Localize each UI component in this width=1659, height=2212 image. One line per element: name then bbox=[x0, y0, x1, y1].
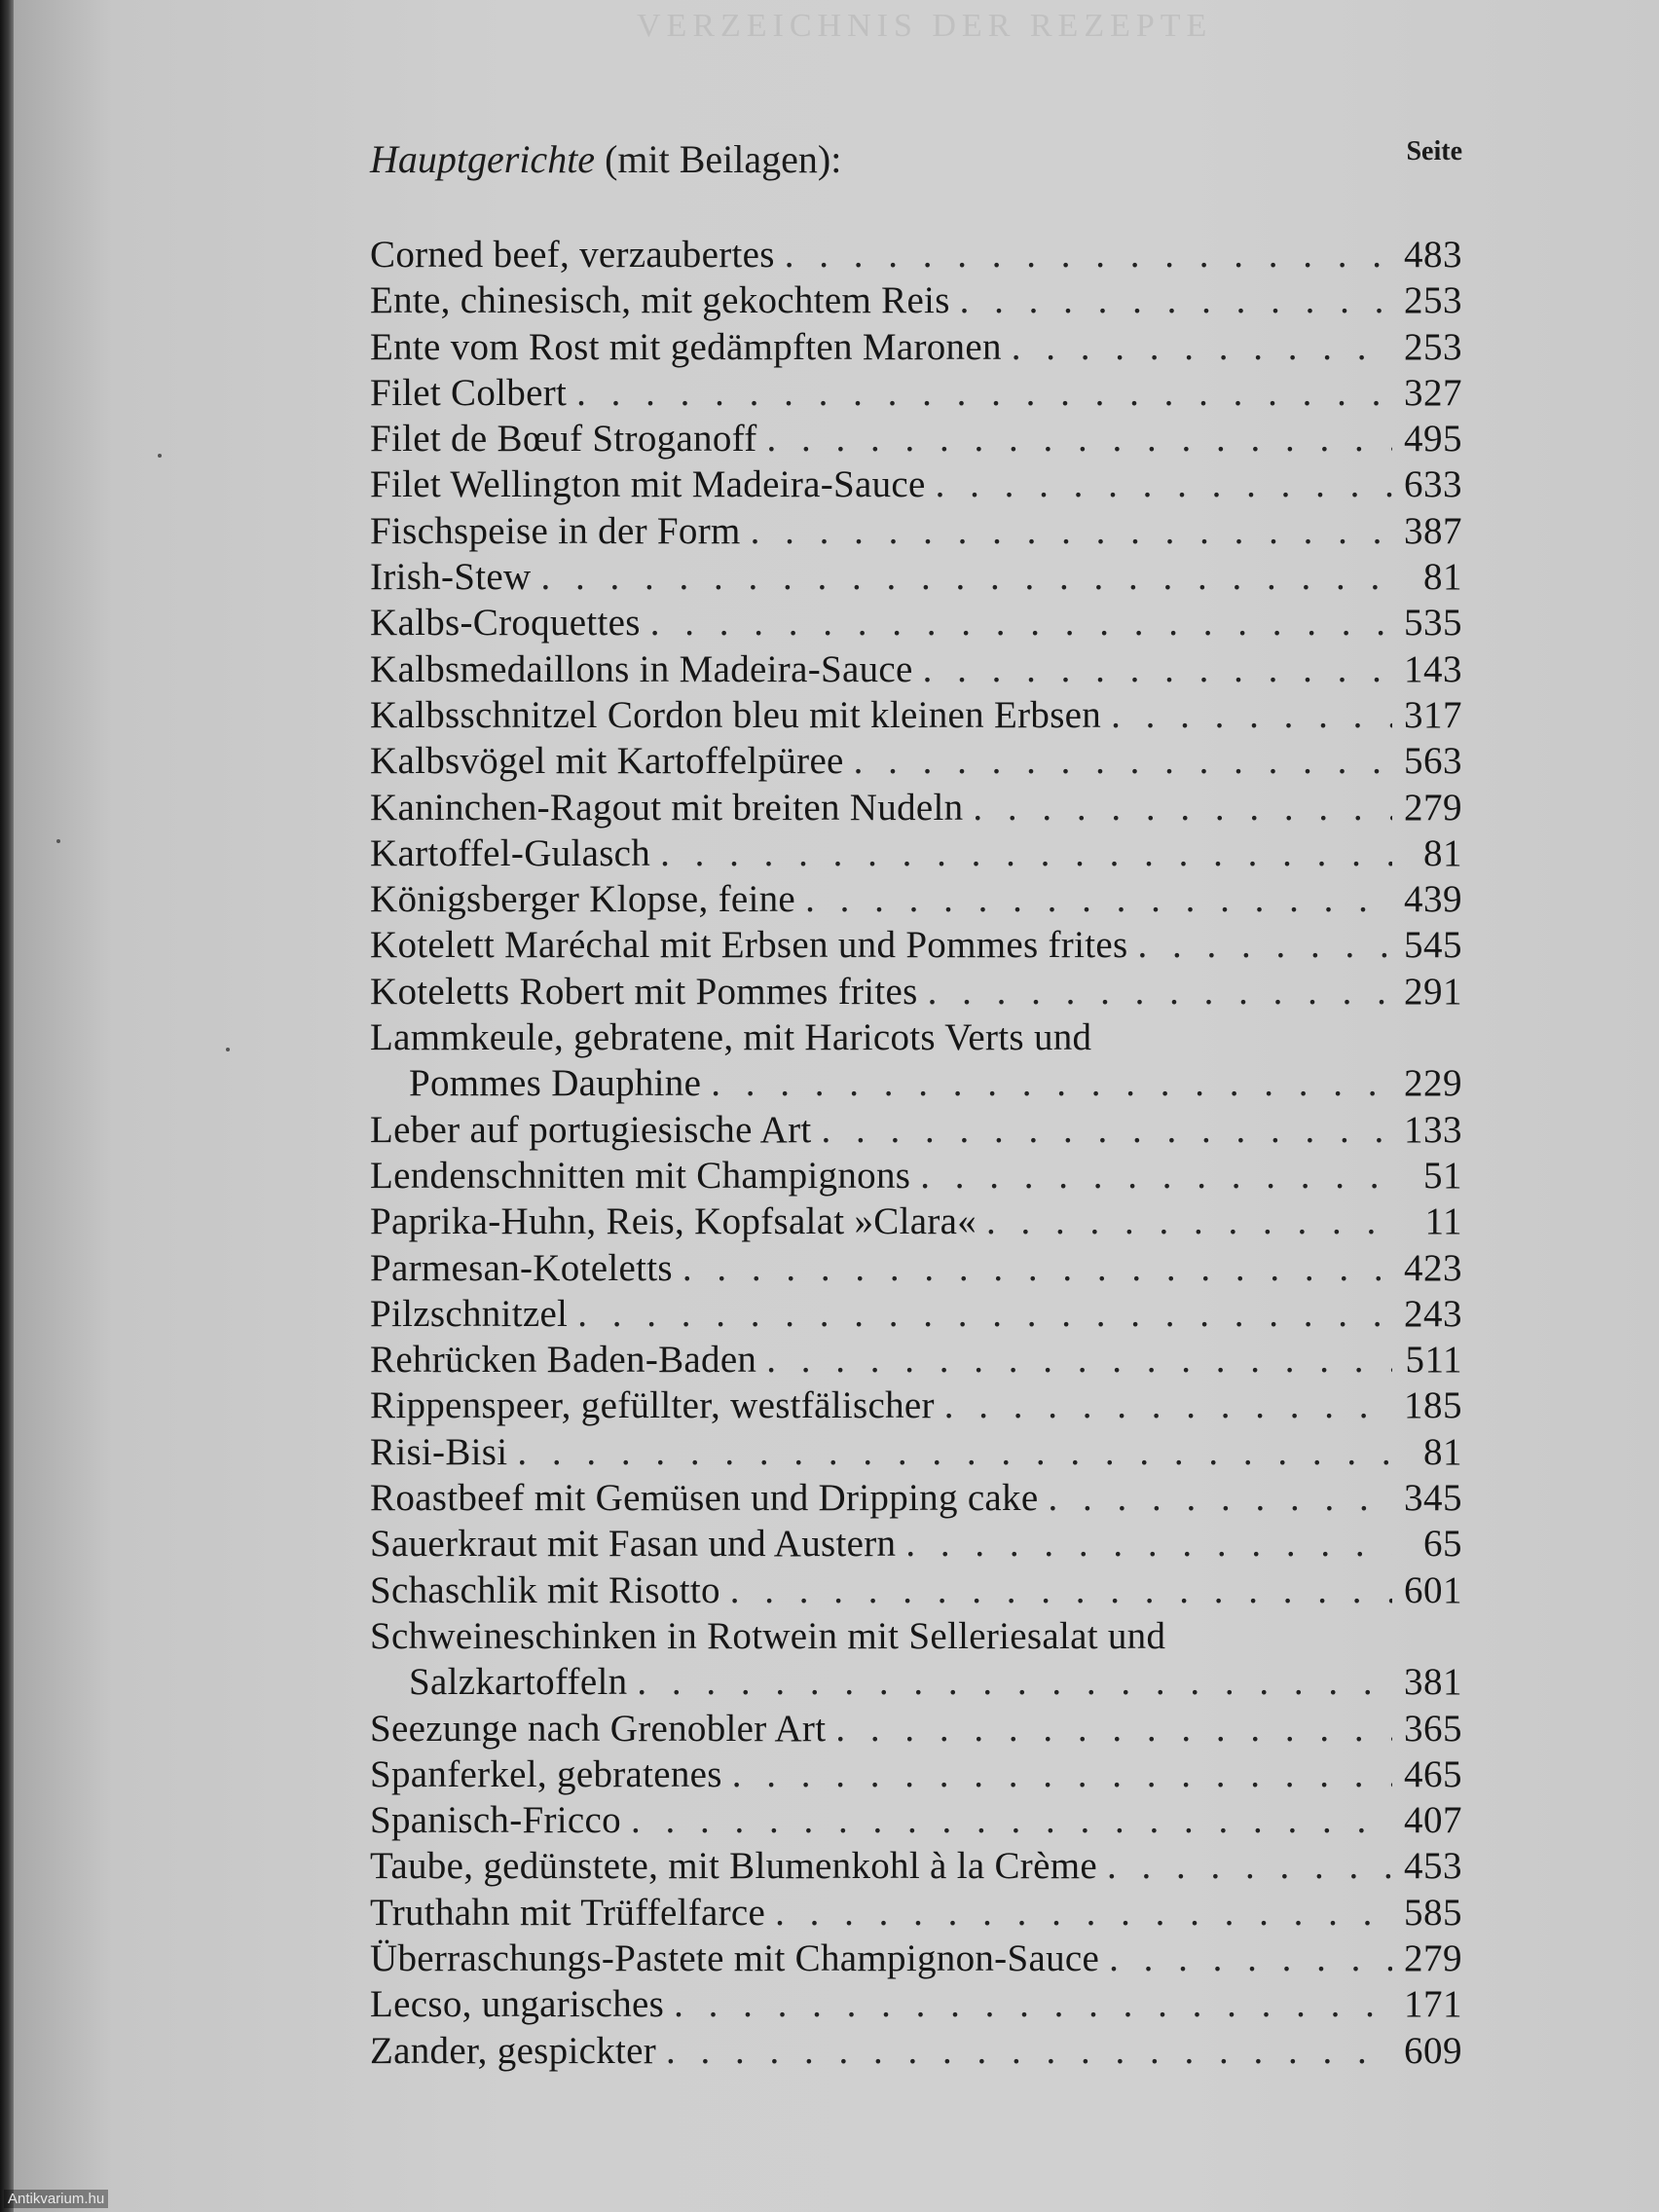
page-number: 483 bbox=[1404, 234, 1462, 276]
recipe-name: Truthahn mit Trüffelfarce bbox=[370, 1891, 766, 1934]
page-number: 81 bbox=[1423, 1430, 1462, 1473]
index-entry bbox=[370, 1153, 1462, 1198]
recipe-name: Seezunge nach Grenobler Art bbox=[370, 1707, 827, 1750]
page-number: 453 bbox=[1404, 1845, 1462, 1888]
index-entry-line bbox=[370, 232, 1462, 277]
index-entry bbox=[370, 416, 1462, 461]
index-entry-line bbox=[370, 1382, 1462, 1428]
index-entry bbox=[370, 370, 1462, 416]
dot-leader bbox=[757, 416, 1392, 461]
dot-leader bbox=[963, 785, 1392, 830]
book-spine-shadow bbox=[0, 0, 14, 2212]
dot-leader bbox=[664, 1981, 1392, 2027]
page-number: 65 bbox=[1423, 1523, 1462, 1566]
recipe-name: Kaninchen-Ragout mit breiten Nudeln bbox=[370, 786, 964, 829]
page-number: 439 bbox=[1404, 878, 1462, 921]
recipe-name-continued: Pommes Dauphine bbox=[409, 1062, 702, 1105]
index-entry bbox=[370, 785, 1462, 830]
dot-leader bbox=[977, 1198, 1392, 1244]
index-entry-line bbox=[370, 1014, 1462, 1060]
recipe-name: Überraschungs-Pastete mit Champignon-Sauce bbox=[370, 1936, 1100, 1979]
dot-leader bbox=[1127, 922, 1392, 968]
index-entry-line bbox=[370, 1751, 1462, 1797]
index-entry bbox=[370, 1014, 1462, 1107]
index-entry bbox=[370, 600, 1462, 645]
recipe-name: Koteletts Robert mit Pommes frites bbox=[370, 970, 918, 1013]
index-entry-line bbox=[370, 1337, 1462, 1382]
page-number: 171 bbox=[1404, 1983, 1462, 2026]
recipe-name: Spanisch-Fricco bbox=[370, 1799, 621, 1842]
page-number: 11 bbox=[1424, 1200, 1462, 1243]
index-entry-line bbox=[370, 416, 1462, 461]
dot-leader bbox=[641, 600, 1392, 645]
index-entry bbox=[370, 2028, 1462, 2074]
index-entry-line bbox=[370, 1291, 1462, 1337]
dot-leader bbox=[531, 554, 1392, 600]
index-entry bbox=[370, 1890, 1462, 1936]
dot-leader bbox=[722, 1751, 1392, 1797]
dot-leader bbox=[918, 969, 1392, 1014]
recipe-name-continued: Salzkartoffeln bbox=[409, 1661, 628, 1704]
recipe-name: Leber auf portugiesische Art bbox=[370, 1108, 812, 1151]
page-number: 495 bbox=[1404, 418, 1462, 461]
recipe-name: Sauerkraut mit Fasan und Austern bbox=[370, 1523, 897, 1566]
dot-leader bbox=[701, 1060, 1392, 1106]
recipe-name: Kalbsschnitzel Cordon bleu mit kleinen Erbsen bbox=[370, 693, 1102, 736]
page-number: 633 bbox=[1404, 463, 1462, 506]
dot-leader bbox=[935, 1382, 1392, 1428]
dot-leader bbox=[826, 1706, 1392, 1751]
index-entry-line bbox=[370, 277, 1462, 323]
dot-leader bbox=[775, 232, 1392, 277]
recipe-name: Kartoffel-Gulasch bbox=[370, 831, 651, 874]
dot-leader bbox=[741, 508, 1392, 554]
recipe-name: Kalbsmedaillons in Madeira-Sauce bbox=[370, 647, 913, 690]
page-number: 51 bbox=[1423, 1154, 1462, 1197]
index-entry-line bbox=[370, 1475, 1462, 1521]
index-entry bbox=[370, 876, 1462, 922]
page-number: 407 bbox=[1404, 1799, 1462, 1842]
dot-leader bbox=[950, 277, 1392, 323]
page-number: 465 bbox=[1404, 1752, 1462, 1795]
recipe-name: Lecso, ungarisches bbox=[370, 1983, 665, 2026]
page-number: 253 bbox=[1404, 325, 1462, 368]
dot-leader bbox=[756, 1337, 1392, 1382]
bleed-through-text: VERZEICHNIS DER REZEPTE bbox=[637, 8, 1213, 44]
index-entry-line bbox=[370, 785, 1462, 830]
recipe-name: Lendenschnitten mit Champignons bbox=[370, 1154, 911, 1197]
recipe-name: Risi-Bisi bbox=[370, 1430, 508, 1473]
index-entry bbox=[370, 922, 1462, 968]
index-entry-line bbox=[370, 969, 1462, 1014]
dot-leader bbox=[621, 1797, 1392, 1843]
recipe-name: Filet Wellington mit Madeira-Sauce bbox=[370, 463, 926, 506]
index-entry-line bbox=[370, 1245, 1462, 1291]
index-entry-line bbox=[370, 1060, 1462, 1106]
index-entry bbox=[370, 1521, 1462, 1567]
index-entry-line bbox=[370, 876, 1462, 922]
page-number: 327 bbox=[1404, 371, 1462, 414]
page-number: 381 bbox=[1404, 1661, 1462, 1704]
index-entry-line bbox=[370, 1936, 1462, 1981]
index-entry bbox=[370, 646, 1462, 692]
page-number: 387 bbox=[1404, 509, 1462, 552]
index-entry bbox=[370, 1382, 1462, 1428]
dot-leader bbox=[650, 830, 1392, 876]
page-number: 143 bbox=[1404, 647, 1462, 690]
page-column-label: Seite bbox=[1406, 136, 1462, 166]
index-entry bbox=[370, 461, 1462, 507]
dot-leader bbox=[844, 738, 1392, 784]
index-entry-line bbox=[370, 324, 1462, 370]
dot-leader bbox=[656, 2028, 1392, 2074]
page-number: 81 bbox=[1423, 831, 1462, 874]
page-number: 345 bbox=[1404, 1477, 1462, 1520]
dot-leader bbox=[795, 876, 1392, 922]
paper-speck bbox=[56, 839, 60, 843]
page-number: 279 bbox=[1404, 1936, 1462, 1979]
index-entry bbox=[370, 1429, 1462, 1475]
section-heading-rest: (mit Beilagen): bbox=[605, 137, 842, 181]
dot-leader bbox=[926, 461, 1392, 507]
index-entry-line bbox=[370, 1153, 1462, 1198]
recipe-name: Zander, gespickter bbox=[370, 2029, 657, 2072]
index-entry bbox=[370, 1337, 1462, 1382]
recipe-name: Roastbeef mit Gemüsen und Dripping cake bbox=[370, 1477, 1039, 1520]
recipe-name: Rehrücken Baden-Baden bbox=[370, 1339, 757, 1382]
page-number: 243 bbox=[1404, 1292, 1462, 1335]
index-entry-line bbox=[370, 1890, 1462, 1936]
index-entry-line bbox=[370, 1981, 1462, 2027]
index-entry bbox=[370, 508, 1462, 554]
recipe-name: Pilzschnitzel bbox=[370, 1292, 569, 1335]
recipe-name: Filet Colbert bbox=[370, 371, 568, 414]
index-entry bbox=[370, 232, 1462, 277]
recipe-name: Kalbs-Croquettes bbox=[370, 602, 641, 645]
recipe-name: Rippenspeer, gefüllter, westfälischer bbox=[370, 1384, 935, 1427]
recipe-name: Corned beef, verzaubertes bbox=[370, 234, 775, 276]
recipe-name: Spanferkel, gebratenes bbox=[370, 1752, 722, 1795]
index-entry-line bbox=[370, 1843, 1462, 1889]
page-number: 563 bbox=[1404, 740, 1462, 783]
index-entry bbox=[370, 1245, 1462, 1291]
dot-leader bbox=[567, 370, 1392, 416]
index-entry-line bbox=[370, 2028, 1462, 2074]
dot-leader bbox=[720, 1567, 1392, 1613]
recipe-index-list bbox=[370, 232, 1462, 2074]
page-number: 423 bbox=[1404, 1246, 1462, 1289]
index-entry-line bbox=[370, 1198, 1462, 1244]
section-heading bbox=[370, 136, 841, 182]
index-entry bbox=[370, 830, 1462, 876]
index-entry-line bbox=[370, 508, 1462, 554]
index-entry-line bbox=[370, 370, 1462, 416]
dot-leader bbox=[627, 1659, 1392, 1705]
index-entry-line bbox=[370, 554, 1462, 600]
dot-leader bbox=[896, 1521, 1392, 1567]
index-entry bbox=[370, 1936, 1462, 1981]
index-entry bbox=[370, 1843, 1462, 1889]
index-entry bbox=[370, 1107, 1462, 1153]
dot-leader bbox=[1002, 324, 1392, 370]
page-number: 609 bbox=[1404, 2029, 1462, 2072]
paper-speck bbox=[226, 1048, 230, 1051]
dot-leader bbox=[910, 1153, 1392, 1198]
dot-leader bbox=[568, 1291, 1392, 1337]
index-entry-line bbox=[370, 1429, 1462, 1475]
index-entry bbox=[370, 1198, 1462, 1244]
watermark: Antikvarium.hu bbox=[4, 2190, 108, 2208]
dot-leader bbox=[1038, 1475, 1392, 1521]
index-entry bbox=[370, 969, 1462, 1014]
index-entry bbox=[370, 277, 1462, 323]
page-number: 81 bbox=[1423, 556, 1462, 599]
paper-speck bbox=[158, 454, 162, 458]
dot-leader bbox=[673, 1245, 1392, 1291]
index-entry-line bbox=[370, 461, 1462, 507]
recipe-name: Irish-Stew bbox=[370, 556, 532, 599]
page-number: 535 bbox=[1404, 602, 1462, 645]
index-entry-line bbox=[370, 1659, 1462, 1705]
page-number: 365 bbox=[1404, 1707, 1462, 1750]
section-heading-italic: Hauptgerichte bbox=[370, 137, 596, 181]
dot-leader bbox=[1101, 692, 1392, 738]
page-number: 545 bbox=[1404, 924, 1462, 967]
index-entry-line bbox=[370, 1567, 1462, 1613]
recipe-name: Fischspeise in der Form bbox=[370, 509, 741, 552]
index-entry-line bbox=[370, 646, 1462, 692]
dot-leader bbox=[913, 646, 1392, 692]
page-number: 185 bbox=[1404, 1384, 1462, 1427]
index-entry bbox=[370, 1751, 1462, 1797]
recipe-name: Parmesan-Koteletts bbox=[370, 1246, 673, 1289]
recipe-name: Paprika-Huhn, Reis, Kopfsalat »Clara« bbox=[370, 1200, 977, 1243]
index-entry-line bbox=[370, 1613, 1462, 1659]
index-entry bbox=[370, 1291, 1462, 1337]
recipe-name: Schweineschinken in Rotwein mit Selleriesalat und bbox=[370, 1614, 1166, 1657]
index-entry bbox=[370, 1475, 1462, 1521]
recipe-name: Taube, gedünstete, mit Blumenkohl à la Crème bbox=[370, 1845, 1097, 1888]
index-entry-line bbox=[370, 1706, 1462, 1751]
recipe-name: Ente, chinesisch, mit gekochtem Reis bbox=[370, 279, 950, 322]
index-entry bbox=[370, 554, 1462, 600]
index-entry-line bbox=[370, 830, 1462, 876]
index-entry-line bbox=[370, 692, 1462, 738]
index-entry bbox=[370, 1613, 1462, 1706]
page-number: 601 bbox=[1404, 1568, 1462, 1611]
index-entry-line bbox=[370, 1107, 1462, 1153]
index-entry bbox=[370, 738, 1462, 784]
page-number: 585 bbox=[1404, 1891, 1462, 1934]
page-number: 229 bbox=[1404, 1062, 1462, 1105]
index-entry bbox=[370, 324, 1462, 370]
dot-leader bbox=[812, 1107, 1393, 1153]
index-entry-line bbox=[370, 738, 1462, 784]
recipe-name: Schaschlik mit Risotto bbox=[370, 1568, 720, 1611]
index-entry-line bbox=[370, 1797, 1462, 1843]
recipe-name: Filet de Bœuf Stroganoff bbox=[370, 418, 757, 461]
recipe-name: Königsberger Klopse, feine bbox=[370, 878, 796, 921]
recipe-name: Kotelett Maréchal mit Erbsen und Pommes frites bbox=[370, 924, 1128, 967]
page-number: 279 bbox=[1404, 786, 1462, 829]
dot-leader bbox=[765, 1890, 1392, 1936]
index-entry bbox=[370, 692, 1462, 738]
page-number: 511 bbox=[1405, 1339, 1462, 1382]
page-number: 133 bbox=[1404, 1108, 1462, 1151]
index-entry bbox=[370, 1567, 1462, 1613]
index-entry-line bbox=[370, 1521, 1462, 1567]
index-entry-line bbox=[370, 922, 1462, 968]
recipe-name: Kalbsvögel mit Kartoffelpüree bbox=[370, 740, 844, 783]
index-entry-line bbox=[370, 600, 1462, 645]
index-entry bbox=[370, 1981, 1462, 2027]
dot-leader bbox=[507, 1429, 1392, 1475]
page-number: 253 bbox=[1404, 279, 1462, 322]
index-entry bbox=[370, 1706, 1462, 1751]
page-number: 291 bbox=[1404, 970, 1462, 1013]
dot-leader bbox=[1097, 1843, 1392, 1889]
dot-leader bbox=[1099, 1936, 1392, 1981]
recipe-name: Ente vom Rost mit gedämpften Maronen bbox=[370, 325, 1002, 368]
recipe-name: Lammkeule, gebratene, mit Haricots Verts und bbox=[370, 1016, 1092, 1059]
index-entry bbox=[370, 1797, 1462, 1843]
page-number: 317 bbox=[1404, 693, 1462, 736]
